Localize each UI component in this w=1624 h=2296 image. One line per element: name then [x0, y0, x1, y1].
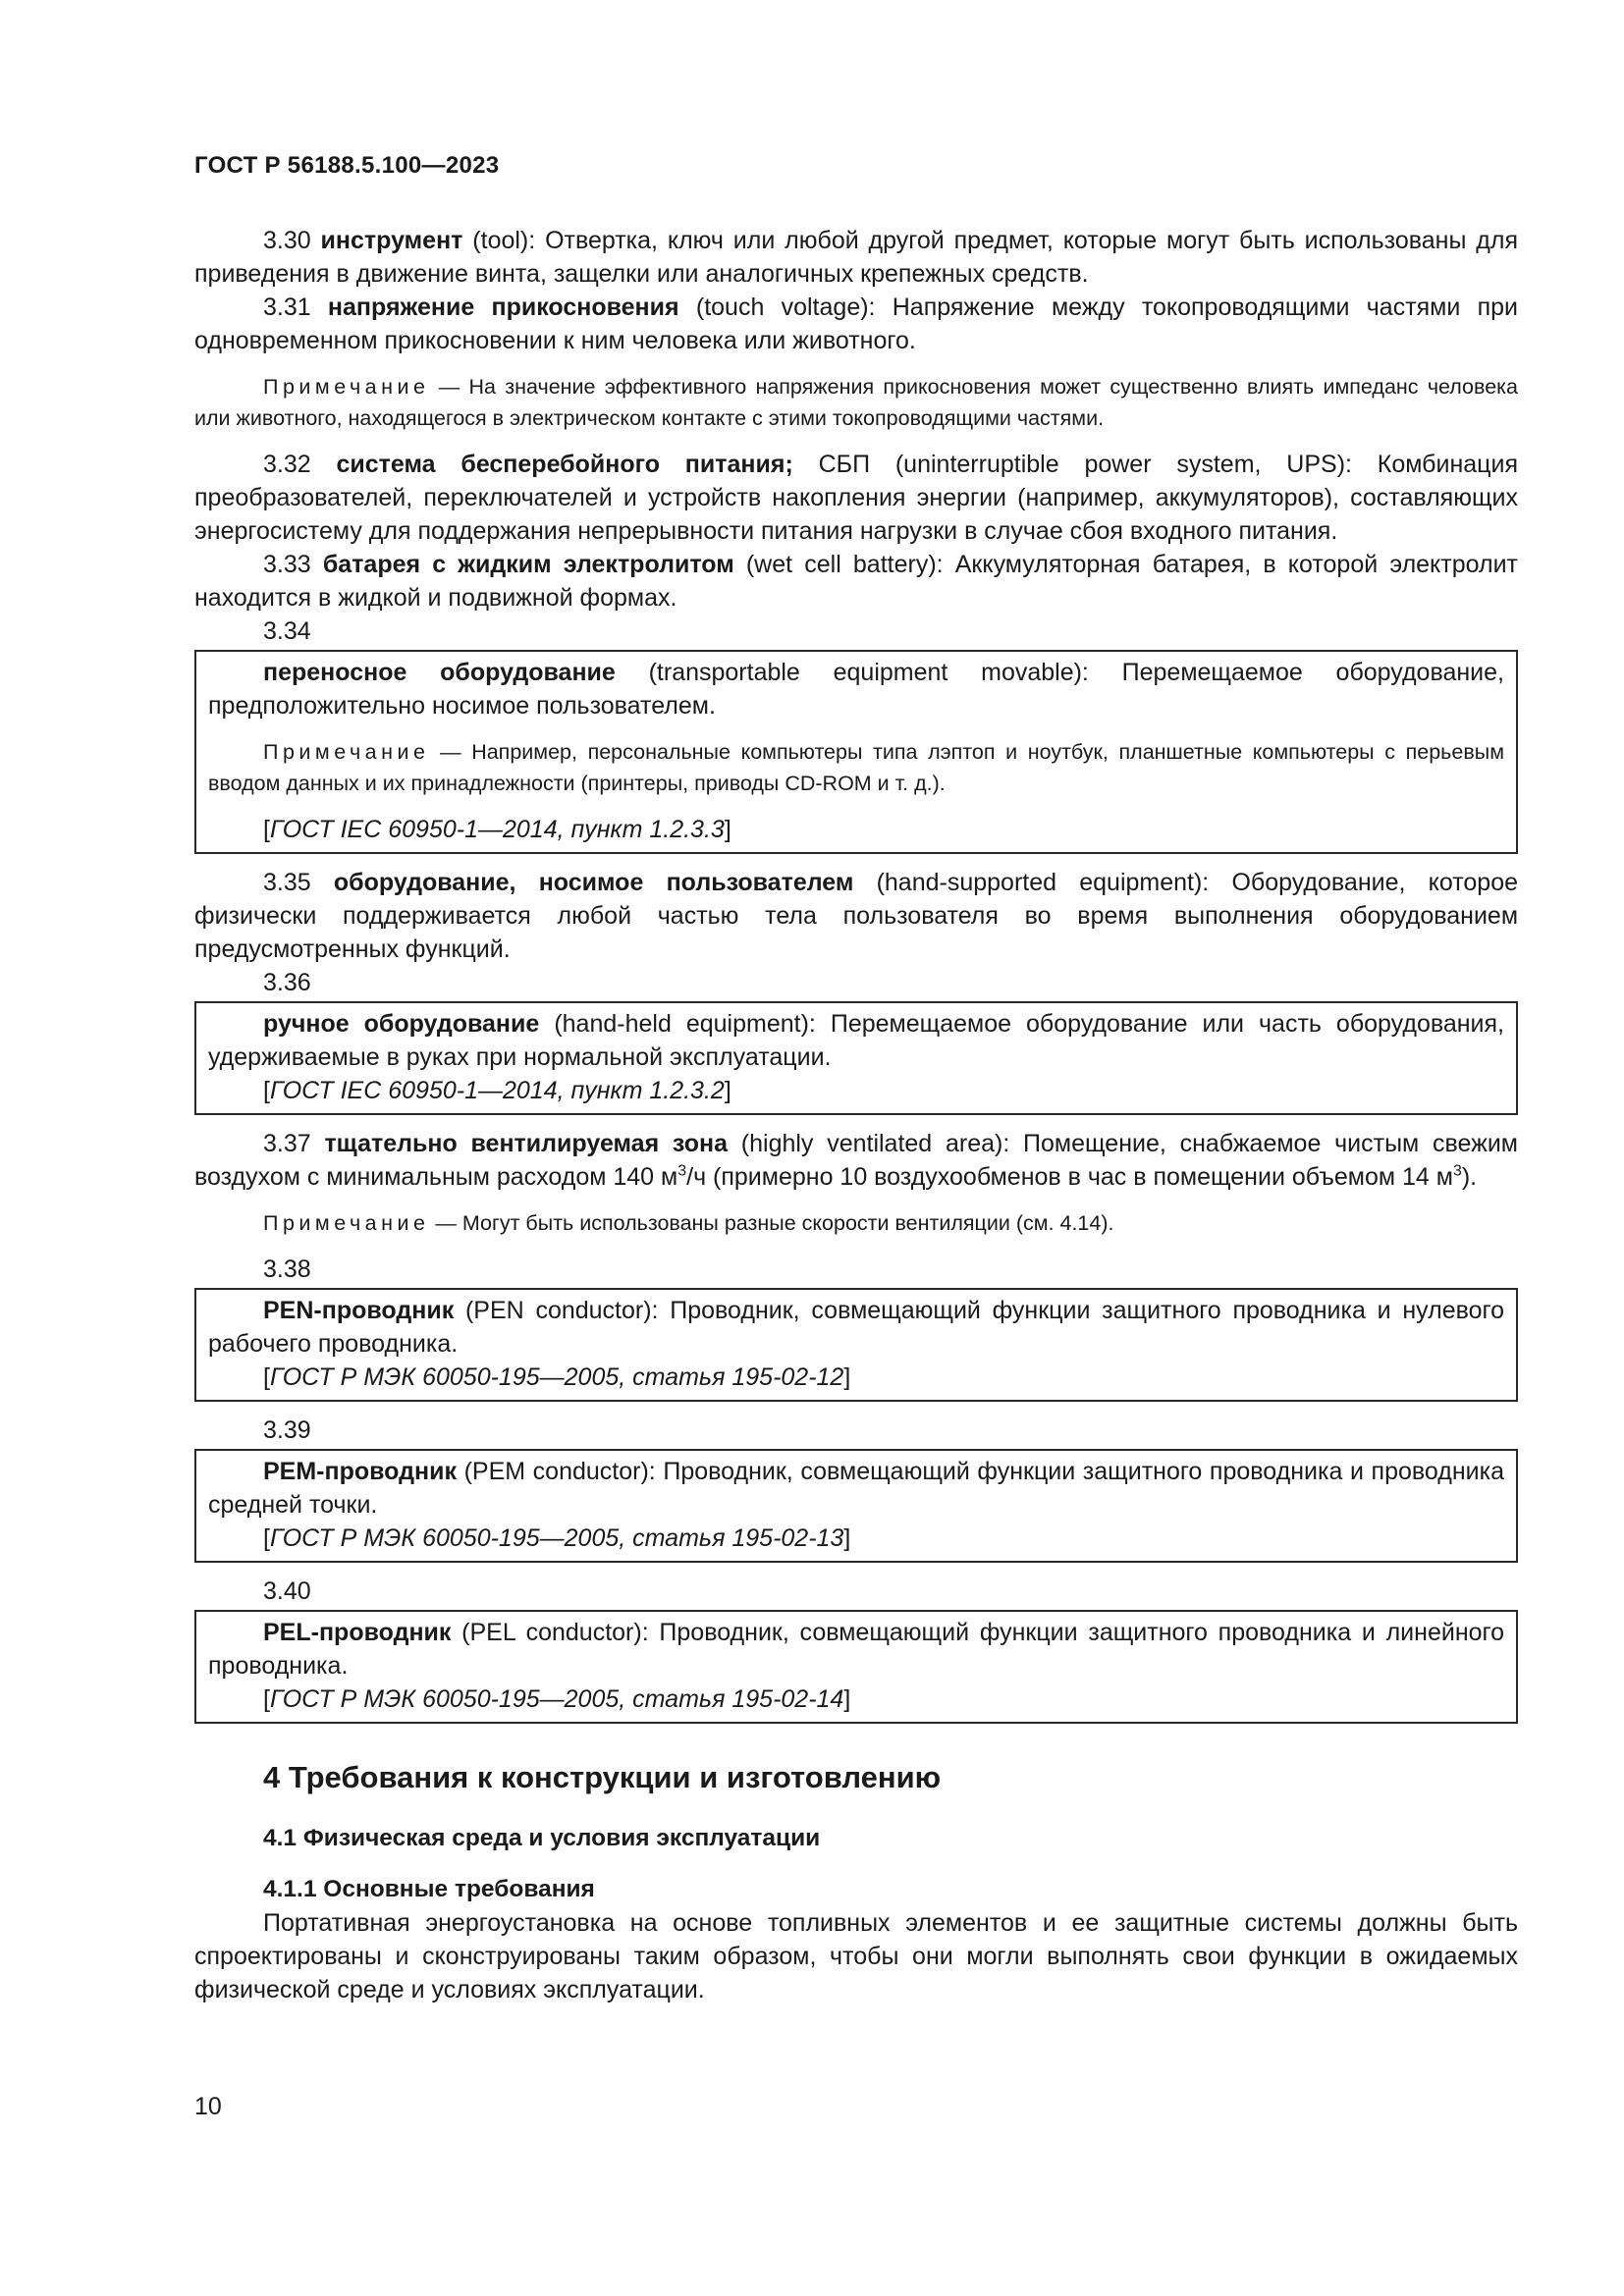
term-3-38: [208, 1294, 1504, 1361]
document-header: ГОСТ Р 56188.5.100—2023: [194, 152, 500, 179]
term-number: 3.37: [263, 1130, 311, 1157]
term-name: оборудование, носимое пользователем: [333, 869, 854, 896]
source-reference: [ГОСТ Р МЭК 60050-195—2005, статья 195-02-12]: [263, 1363, 851, 1391]
term-definition: (tool): Отвертка, ключ или любой другой предмет, которые могут быть использованы для приведения в движение винта, защелки или аналогичных крепежных средств.: [194, 227, 1518, 288]
term-3-39: [208, 1455, 1504, 1522]
term-name: переносное оборудование: [263, 659, 616, 686]
term-definition: (PEM conductor): Проводник, совмещающий функции защитного проводника и проводника средней точки.: [208, 1458, 1504, 1519]
section-paragraph: Портативная энергоустановка на основе топливных элементов и ее защитные системы должны быть спроектированы и сконструированы таким образом, чтобы они могли выполнять свои функции в ожидаемых физической среде и условиях эксплуатации.: [194, 1909, 1518, 2003]
subsection-heading: 4.1 Физическая среда и условия эксплуатации: [263, 1825, 821, 1851]
term-definition: (hand-held equipment): Перемещаемое оборудование или часть оборудования, удерживаемые в руках при нормальной эксплуатации.: [208, 1010, 1505, 1071]
subsubsection-heading: 4.1.1 Основные требования: [263, 1876, 595, 1902]
term-definition: (wet cell battery): Аккумуляторная батарея, в которой электролит находится в жидкой и подвижной формах.: [194, 551, 1518, 612]
term-3-34: [208, 656, 1504, 722]
document-body: [194, 224, 1518, 2006]
term-name: PEN-проводник: [263, 1297, 455, 1324]
term-number: 3.36: [263, 969, 311, 996]
term-definition-part: ).: [1461, 1163, 1478, 1191]
note-label: Примечание: [263, 1211, 430, 1235]
source-reference: [ГОСТ IEC 60950-1—2014, пункт 1.2.3.2]: [263, 1077, 731, 1104]
superscript: 3: [677, 1162, 687, 1180]
term-3-33: [194, 548, 1518, 614]
term-3-36: [208, 1007, 1504, 1074]
term-box-3-34: [194, 650, 1518, 854]
term-definition: (touch voltage): Напряжение между токопроводящими частями при одновременном прикосновении к ним человека или животного.: [194, 294, 1518, 354]
term-number: 3.39: [263, 1416, 311, 1444]
term-3-37: [194, 1127, 1518, 1194]
source-reference-text: ГОСТ Р МЭК 60050-195—2005, статья 195-02-14: [269, 1685, 844, 1713]
term-name: инструмент: [320, 227, 463, 254]
term-definition: (transportable equipment movable): Перемещаемое оборудование, предположительно носимое пользователем.: [208, 659, 1504, 720]
term-3-32: [194, 448, 1518, 548]
term-number: 3.33: [263, 551, 311, 578]
page-number: 10: [194, 2093, 222, 2120]
term-3-31: [194, 291, 1518, 357]
term-number: 3.31: [263, 294, 311, 321]
term-definition-part: /ч (примерно 10 воздухообменов в час в помещении объемом 14 м: [686, 1163, 1453, 1191]
term-number: 3.34: [263, 617, 311, 645]
note-text: — На значение эффективного напряжения прикосновения может существенно влиять импеданс человека или животного, находящегося в электрическом контакте с этими токопроводящими частями.: [194, 375, 1518, 430]
term-box-3-39: [194, 1449, 1518, 1563]
note-3-31: [194, 371, 1518, 434]
term-number: 3.35: [263, 869, 311, 896]
term-definition-part: (highly ventilated area): Помещение, снабжаемое чистым свежим воздухом с минимальным расходом 140 м: [194, 1130, 1518, 1191]
source-reference-text: ГОСТ Р МЭК 60050-195—2005, статья 195-02-12: [269, 1363, 844, 1391]
note-label: Примечание: [263, 740, 430, 764]
source-reference-text: ГОСТ Р МЭК 60050-195—2005, статья 195-02-13: [269, 1524, 844, 1552]
term-3-30: [194, 224, 1518, 291]
term-name: ручное оборудование: [263, 1010, 540, 1038]
source-reference-text: ГОСТ IEC 60950-1—2014, пункт 1.2.3.3: [269, 816, 725, 843]
term-name: PEL-проводник: [263, 1619, 452, 1646]
source-reference-text: ГОСТ IEC 60950-1—2014, пункт 1.2.3.2: [269, 1077, 725, 1104]
term-definition: (PEL conductor): Проводник, совмещающий функции защитного проводника и линейного проводника.: [208, 1619, 1504, 1680]
term-definition: (PEN conductor): Проводник, совмещающий функции защитного проводника и нулевого рабочего проводника.: [208, 1297, 1504, 1358]
section-heading: 4 Требования к конструкции и изготовлению: [263, 1760, 942, 1794]
term-box-3-40: [194, 1610, 1518, 1724]
term-box-3-36: [194, 1001, 1518, 1115]
term-name: система бесперебойного питания;: [336, 451, 793, 478]
term-number: 3.32: [263, 451, 311, 478]
term-name: батарея с жидким электролитом: [322, 551, 734, 578]
note-text: — Могут быть использованы разные скорости вентиляции (см. 4.14).: [429, 1211, 1114, 1235]
note-3-37: [194, 1207, 1518, 1239]
superscript: 3: [1452, 1162, 1462, 1180]
term-number: 3.38: [263, 1255, 311, 1283]
term-definition: СБП (uninterruptible power system, UPS): Комбинация преобразователей, переключателей и устройств накопления энергии (например, аккумуляторов), составляющих энергосистему для поддержания непрерывности питания нагрузки в случае сбоя входного питания.: [194, 451, 1518, 545]
term-3-35: [194, 866, 1518, 966]
term-name: PEM-проводник: [263, 1458, 457, 1485]
term-number: 3.30: [263, 227, 311, 254]
term-box-3-38: [194, 1288, 1518, 1402]
term-name: тщательно вентилируемая зона: [324, 1130, 729, 1157]
source-reference: [ГОСТ Р МЭК 60050-195—2005, статья 195-02-13]: [263, 1524, 851, 1552]
note-label: Примечание: [263, 375, 430, 399]
source-reference: [ГОСТ Р МЭК 60050-195—2005, статья 195-02-14]: [263, 1685, 851, 1713]
note-text: — Например, персональные компьютеры типа лэптоп и ноутбук, планшетные компьютеры с перьевым вводом данных и их принадлежности (принтеры, приводы CD-ROM и т. д.).: [208, 740, 1504, 795]
term-number: 3.40: [263, 1577, 311, 1605]
term-3-40: [208, 1616, 1504, 1682]
source-reference: [ГОСТ IEC 60950-1—2014, пункт 1.2.3.3]: [263, 816, 731, 843]
term-name: напряжение прикосновения: [327, 294, 679, 321]
note-3-34: [208, 736, 1504, 799]
term-definition: (hand-supported equipment): Оборудование, которое физически поддерживается любой частью тела пользователя во время выполнения оборудованием предусмотренных функций.: [194, 869, 1519, 963]
